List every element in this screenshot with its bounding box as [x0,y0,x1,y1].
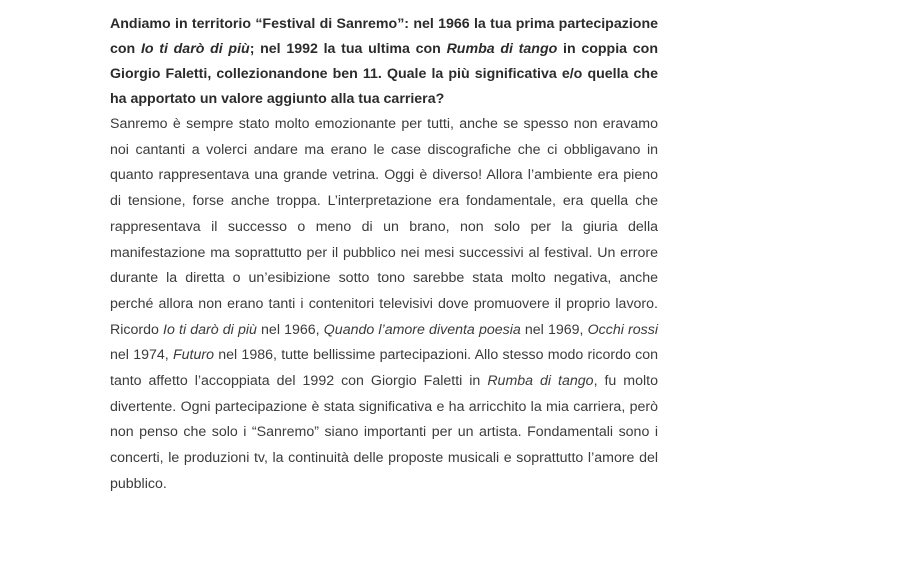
answer-song-quando-lamore-diventa-poesia: Quando l’amore diventa poesia [323,321,521,338]
answer-song-io-ti-daro-di-piu: Io ti darò di più [163,321,257,338]
answer-text-2: nel 1966, [256,321,324,338]
song-title-io-ti-daro-di-piu: Io ti darò di più [140,41,250,57]
answer-song-rumba-di-tango: Rumba di tango [487,373,594,390]
answer-song-futuro: Futuro [172,347,214,364]
answer-text-4: nel 1974, [110,347,173,364]
answer-text-5: nel 1986, tutte bellissime partecipazioni. Allo stesso modo ricordo con tanto affetto l’accoppiata del 1992 con Giorgio Faletti in [110,347,658,390]
answer-song-occhi-rossi: Occhi rossi [587,321,658,338]
answer-paragraph [110,112,658,498]
question-text-1: Andiamo in territorio “Festival di Sanremo”: nel 1966 la tua prima partecipazione con [110,16,658,57]
interview-question [110,12,658,112]
interview-answer [110,112,658,498]
song-title-rumba-di-tango: Rumba di tango [446,41,558,57]
answer-text-6: , fu molto divertente. Ogni partecipazione è stata significativa e ha arricchito la mia carriera, però non penso che solo i “Sanremo” siano importanti per un artista. Fondamentali sono i concerti, le produzioni tv, la continuità delle proposte musicali e soprattutto l’amore del pubblico. [110,373,658,492]
question-text-2: ; nel 1992 la tua ultima con [249,41,447,57]
interview-article [110,12,658,498]
answer-text-1: Sanremo è sempre stato molto emozionante per tutti, anche se spesso non eravamo noi cantanti a volerci andare ma erano le case discografiche che ci obbligavano in quanto rappresentava una grande vetrina. Oggi è diverso! Allora l’ambiente era pieno di tensione, forse anche troppa. L’interpretazione era fondamentale, era quella che rappresentava il successo o meno di un brano, non solo per la giuria della manifestazione ma soprattutto per il pubblico nei mesi successivi al festival. Un errore durante la diretta o un’esibizione sotto tono sarebbe stata molto negativa, anche perché allora non erano tanti i contenitori televisivi dove promuovere il proprio lavoro. Ricordo [110,116,658,338]
answer-text-3: nel 1969, [520,321,588,338]
question-text-3: in coppia con Giorgio Faletti, collezionandone ben 11. Quale la più significativa e/o quella che ha apportato un valore aggiunto alla tua carriera? [110,41,658,107]
